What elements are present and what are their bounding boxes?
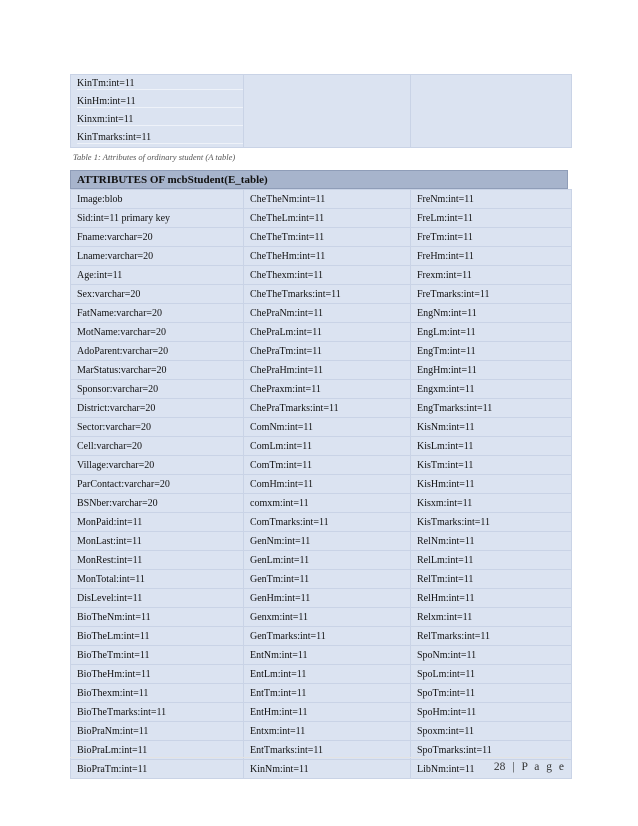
table-row: [71, 665, 572, 684]
table-cell: [244, 129, 411, 148]
cell-text: Kisxm:int=11: [417, 497, 473, 509]
table-cell: [411, 627, 572, 646]
attributes-table: [70, 189, 572, 779]
cell-text: KinTmarks:int=11: [77, 132, 243, 144]
cell-text: EngNm:int=11: [417, 307, 477, 319]
table-row: [71, 703, 572, 722]
table-cell: [411, 304, 572, 323]
table-cell: [411, 93, 572, 111]
cell-text: CheTheHm:int=11: [250, 250, 326, 262]
table-row: [71, 589, 572, 608]
table-row: [71, 209, 572, 228]
table-row: [71, 75, 572, 94]
table-cell: [71, 247, 244, 266]
table-row: [71, 722, 572, 741]
cell-text: ChePraTmarks:int=11: [250, 402, 339, 414]
cell-text: BSNber:varchar=20: [77, 497, 158, 509]
cell-text: EntNm:int=11: [250, 649, 308, 661]
cell-text: FreHm:int=11: [417, 250, 474, 262]
cell-text: CheTheLm:int=11: [250, 212, 325, 224]
cell-text: ComTm:int=11: [250, 459, 312, 471]
footer-separator: |: [512, 761, 517, 773]
cell-text: FreLm:int=11: [417, 212, 473, 224]
table-cell: [411, 646, 572, 665]
table-cell: [71, 551, 244, 570]
cell-text: CheTheTm:int=11: [250, 231, 325, 243]
cell-text: BioThexm:int=11: [77, 687, 149, 699]
cell-text: GenHm:int=11: [250, 592, 311, 604]
table-cell: [71, 361, 244, 380]
cell-text: Engxm:int=11: [417, 383, 475, 395]
table-cell: [411, 228, 572, 247]
table-cell: [71, 190, 244, 209]
cell-text: ComHm:int=11: [250, 478, 314, 490]
table-cell: [71, 494, 244, 513]
cell-text: BioTheLm:int=11: [77, 630, 150, 642]
cell-text: CheTheTmarks:int=11: [250, 288, 341, 300]
table-cell: [411, 342, 572, 361]
table-cell: [71, 228, 244, 247]
table-row: [71, 361, 572, 380]
cell-text: Sponsor:varchar=20: [77, 383, 159, 395]
table-cell: [244, 247, 411, 266]
table-row: [71, 627, 572, 646]
table-cell: [244, 608, 411, 627]
table-row: [71, 304, 572, 323]
table-cell: [71, 209, 244, 228]
table-cell: [411, 266, 572, 285]
cell-text: RelTmarks:int=11: [417, 630, 491, 642]
table-row: [71, 190, 572, 209]
cell-text: EntTmarks:int=11: [250, 744, 324, 756]
table-row: [71, 532, 572, 551]
table-cell: [71, 456, 244, 475]
cell-text: BioPraNm:int=11: [77, 725, 149, 737]
table-cell: [244, 475, 411, 494]
cell-text: SpoLm:int=11: [417, 668, 476, 680]
table-cell: [244, 93, 411, 111]
table-cell: [71, 342, 244, 361]
cell-text: GenTm:int=11: [250, 573, 310, 585]
cell-text: Image:blob: [77, 193, 123, 205]
cell-text: MonPaid:int=11: [77, 516, 143, 528]
cell-text: Fname:varchar=20: [77, 231, 153, 243]
table-cell: [71, 475, 244, 494]
table-cell: [411, 190, 572, 209]
cell-text: LibNm:int=11: [417, 763, 475, 775]
cell-text: ComTmarks:int=11: [250, 516, 329, 528]
cell-text: ChePraNm:int=11: [250, 307, 324, 319]
table-cell: [244, 627, 411, 646]
table-cell: [71, 111, 244, 129]
table-caption: Table 1: Attributes of ordinary student (A table): [73, 152, 236, 162]
cell-text: EntLm:int=11: [250, 668, 307, 680]
table-row: [71, 399, 572, 418]
table-row: [71, 266, 572, 285]
table-cell: [71, 437, 244, 456]
table-cell: [411, 513, 572, 532]
cell-text: CheThexm:int=11: [250, 269, 324, 281]
cell-text: MonLast:int=11: [77, 535, 142, 547]
cell-text: SpoHm:int=11: [417, 706, 477, 718]
cell-text: BioTheTmarks:int=11: [77, 706, 167, 718]
table-cell: [244, 589, 411, 608]
table-cell: [411, 75, 572, 94]
cell-text: KinTm:int=11: [77, 78, 243, 90]
table-cell: [411, 209, 572, 228]
cell-text: BioPraLm:int=11: [77, 744, 148, 756]
table-cell: [71, 722, 244, 741]
table-cell: [244, 703, 411, 722]
cell-text: MonTotal:int=11: [77, 573, 145, 585]
cell-text: ChePraTm:int=11: [250, 345, 322, 357]
table-cell: [244, 684, 411, 703]
cell-text: SpoTm:int=11: [417, 687, 476, 699]
cell-text: FreTm:int=11: [417, 231, 473, 243]
table-cell: [411, 475, 572, 494]
table-cell: [71, 129, 244, 148]
table-cell: [244, 646, 411, 665]
table-cell: [71, 399, 244, 418]
table-cell: [244, 532, 411, 551]
cell-text: FreNm:int=11: [417, 193, 474, 205]
table-row: [71, 494, 572, 513]
table-cell: [411, 361, 572, 380]
table-cell: [411, 551, 572, 570]
table-row: [71, 646, 572, 665]
cell-text: MarStatus:varchar=20: [77, 364, 167, 376]
table-cell: [244, 551, 411, 570]
table-cell: [71, 323, 244, 342]
table-cell: [71, 304, 244, 323]
table-row: [71, 437, 572, 456]
footer-rule: [70, 757, 568, 758]
table-cell: [244, 418, 411, 437]
table-row: [71, 129, 572, 148]
table-cell: [71, 75, 244, 94]
table-row: [71, 570, 572, 589]
table-cell: [244, 494, 411, 513]
table-cell: [244, 304, 411, 323]
table-cell: [244, 111, 411, 129]
cell-text: Sector:varchar=20: [77, 421, 151, 433]
cell-text: ComLm:int=11: [250, 440, 312, 452]
cell-text: KinNm:int=11: [250, 763, 309, 775]
table-row: [71, 111, 572, 129]
table-cell: [244, 665, 411, 684]
table-cell: [71, 589, 244, 608]
table-cell: [411, 111, 572, 129]
table-cell: [71, 570, 244, 589]
table-cell: [244, 228, 411, 247]
table-cell: [411, 703, 572, 722]
table-cell: [411, 129, 572, 148]
table-cell: [244, 209, 411, 228]
table-cell: [244, 760, 411, 779]
table-cell: [411, 665, 572, 684]
cell-text: ChePraLm:int=11: [250, 326, 322, 338]
table-cell: [244, 380, 411, 399]
cell-text: ChePraxm:int=11: [250, 383, 321, 395]
table-cell: [411, 684, 572, 703]
cell-text: GenLm:int=11: [250, 554, 310, 566]
cell-text: ChePraHm:int=11: [250, 364, 324, 376]
table-cell: [411, 323, 572, 342]
table-cell: [244, 437, 411, 456]
cell-text: KisLm:int=11: [417, 440, 474, 452]
table-row: [71, 247, 572, 266]
cell-text: RelHm:int=11: [417, 592, 475, 604]
cell-text: BioTheHm:int=11: [77, 668, 151, 680]
table-cell: [71, 285, 244, 304]
cell-text: EntHm:int=11: [250, 706, 308, 718]
table-cell: [411, 494, 572, 513]
cell-text: BioTheTm:int=11: [77, 649, 150, 661]
cell-text: ComNm:int=11: [250, 421, 314, 433]
cell-text: Village:varchar=20: [77, 459, 155, 471]
cell-text: Cell:varchar=20: [77, 440, 143, 452]
page-number: 28: [493, 761, 506, 773]
cell-text: Kinxm:int=11: [77, 114, 243, 126]
table-cell: [244, 513, 411, 532]
table-row: [71, 380, 572, 399]
table-cell: [244, 456, 411, 475]
cell-text: EngHm:int=11: [417, 364, 477, 376]
cell-text: Spoxm:int=11: [417, 725, 474, 737]
cell-text: EntTm:int=11: [250, 687, 307, 699]
cell-text: Age:int=11: [77, 269, 123, 281]
cell-text: GenNm:int=11: [250, 535, 311, 547]
cell-text: KisTmarks:int=11: [417, 516, 491, 528]
cell-text: Entxm:int=11: [250, 725, 306, 737]
table-cell: [244, 266, 411, 285]
cell-text: KisHm:int=11: [417, 478, 475, 490]
table-row: [71, 342, 572, 361]
cell-text: CheTheNm:int=11: [250, 193, 326, 205]
table-cell: [411, 722, 572, 741]
cell-text: Frexm:int=11: [417, 269, 472, 281]
table-cell: [411, 437, 572, 456]
table-cell: [71, 627, 244, 646]
table-cell: [244, 722, 411, 741]
table-cell: [411, 247, 572, 266]
cell-text: DisLevel:int=11: [77, 592, 143, 604]
cell-text: KisTm:int=11: [417, 459, 474, 471]
cell-text: KisNm:int=11: [417, 421, 475, 433]
table-cell: [71, 760, 244, 779]
table-row: [71, 285, 572, 304]
table-cell: [71, 380, 244, 399]
table-cell: [411, 456, 572, 475]
table-cell: [244, 323, 411, 342]
cell-text: KinHm:int=11: [77, 96, 243, 108]
table-cell: [244, 75, 411, 94]
table-row: [71, 551, 572, 570]
table-row: [71, 684, 572, 703]
table-cell: [71, 418, 244, 437]
table-cell: [244, 399, 411, 418]
table-header: ATTRIBUTES OF mcbStudent(E_table): [70, 170, 568, 189]
cell-text: AdoParent:varchar=20: [77, 345, 169, 357]
cell-text: MotName:varchar=20: [77, 326, 166, 338]
cell-text: FatName:varchar=20: [77, 307, 163, 319]
page-footer: [494, 761, 566, 773]
table-row: [71, 513, 572, 532]
cell-text: FreTmarks:int=11: [417, 288, 490, 300]
cell-text: MonRest:int=11: [77, 554, 143, 566]
table-cell: [411, 570, 572, 589]
table-row: [71, 93, 572, 111]
continued-attributes-table: [70, 74, 572, 148]
cell-text: BioTheNm:int=11: [77, 611, 151, 623]
table-cell: [411, 532, 572, 551]
table-cell: [411, 418, 572, 437]
cell-text: SpoNm:int=11: [417, 649, 477, 661]
table-cell: [71, 513, 244, 532]
cell-text: EngTm:int=11: [417, 345, 476, 357]
cell-text: GenTmarks:int=11: [250, 630, 326, 642]
table-cell: [244, 570, 411, 589]
cell-text: EngLm:int=11: [417, 326, 476, 338]
table-cell: [244, 342, 411, 361]
cell-text: comxm:int=11: [250, 497, 309, 509]
table-cell: [411, 608, 572, 627]
table-cell: [411, 380, 572, 399]
table-cell: [411, 399, 572, 418]
cell-text: RelNm:int=11: [417, 535, 475, 547]
table-cell: [71, 703, 244, 722]
cell-text: Lname:varchar=20: [77, 250, 154, 262]
cell-text: Sid:int=11 primary key: [77, 212, 171, 224]
table-cell: [71, 608, 244, 627]
table-cell: [244, 361, 411, 380]
table-cell: [244, 190, 411, 209]
table-cell: [71, 532, 244, 551]
table-cell: [71, 684, 244, 703]
table-row: [71, 608, 572, 627]
cell-text: BioPraTm:int=11: [77, 763, 148, 775]
page-label: P a g e: [521, 761, 566, 773]
table-row: [71, 418, 572, 437]
table-row: [71, 323, 572, 342]
table-row: [71, 475, 572, 494]
cell-text: Relxm:int=11: [417, 611, 473, 623]
table-cell: [71, 266, 244, 285]
cell-text: RelLm:int=11: [417, 554, 474, 566]
cell-text: District:varchar=20: [77, 402, 156, 414]
table-cell: [71, 93, 244, 111]
cell-text: Sex:varchar=20: [77, 288, 141, 300]
cell-text: Genxm:int=11: [250, 611, 309, 623]
cell-text: SpoTmarks:int=11: [417, 744, 492, 756]
table-row: [71, 228, 572, 247]
table-cell: [71, 665, 244, 684]
table-row: [71, 456, 572, 475]
cell-text: ParContact:varchar=20: [77, 478, 170, 490]
table-cell: [411, 285, 572, 304]
table-cell: [71, 646, 244, 665]
table-cell: [244, 285, 411, 304]
cell-text: EngTmarks:int=11: [417, 402, 493, 414]
table-cell: [411, 589, 572, 608]
cell-text: RelTm:int=11: [417, 573, 474, 585]
